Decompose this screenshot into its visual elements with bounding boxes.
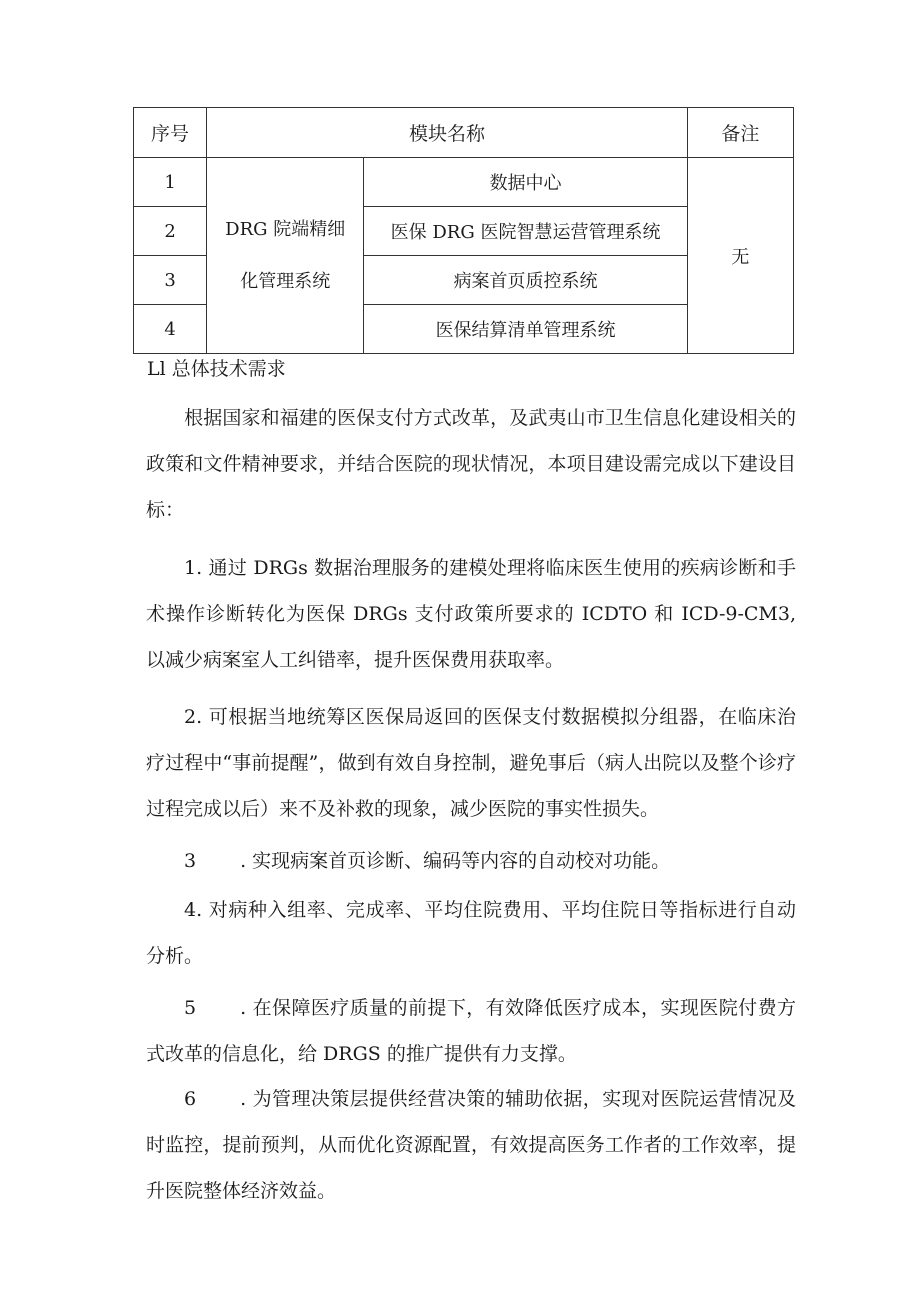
item-number: 6 [184, 1088, 197, 1110]
list-item [146, 1076, 796, 1214]
table-header-row [134, 108, 794, 158]
item-text: . 为管理决策层提供经营决策的辅助依据，实现对医院运营情况及时监控，提前预判，从而优化资源配置，有效提高医务工作者的工作效率，提升医院整体经济效益。 [146, 1088, 796, 1202]
section-title: Ll 总体技术需求 [147, 358, 286, 380]
category-line2: 化管理系统 [240, 270, 331, 292]
header-note: 备注 [687, 108, 793, 158]
row-module: 医保结算清单管理系统 [364, 305, 687, 354]
item-number: 5 [184, 997, 197, 1019]
module-table [133, 107, 794, 354]
row-module: 数据中心 [364, 158, 687, 207]
list-item [146, 985, 796, 1077]
intro-paragraph [146, 395, 796, 533]
note-cell: 无 [687, 158, 793, 354]
list-item [146, 545, 796, 683]
row-module: 病案首页质控系统 [364, 256, 687, 305]
item-number: 1 [184, 557, 197, 579]
row-seq: 2 [134, 207, 207, 256]
header-module: 模块名称 [207, 108, 688, 158]
list-item [146, 887, 796, 979]
category-line1: DRG 院端精细 [225, 218, 346, 240]
row-seq: 4 [134, 305, 207, 354]
item-text: . 通过 DRGs 数据治理服务的建模处理将临床医生使用的疾病诊断和手术操作诊断转化为医保 DRGs 支付政策所要求的 ICDTO 和 ICD-9-CM3, 以减少病案室人工纠错率，提升医保费用获取率。 [146, 557, 796, 671]
table-row [134, 158, 794, 207]
item-text: . 对病种入组率、完成率、平均住院费用、平均住院日等指标进行自动分析。 [146, 899, 796, 967]
row-seq: 3 [134, 256, 207, 305]
row-seq: 1 [134, 158, 207, 207]
header-seq: 序号 [134, 108, 207, 158]
category-cell [207, 158, 364, 354]
item-number: 4 [184, 899, 197, 921]
list-item [146, 838, 796, 884]
item-text: . 在保障医疗质量的前提下，有效降低医疗成本，实现医院付费方式改革的信息化，给 DRGS 的推广提供有力支撑。 [146, 997, 796, 1065]
list-item [146, 694, 796, 832]
row-module: 医保 DRG 医院智慧运营管理系统 [364, 207, 687, 256]
item-text: . 可根据当地统筹区医保局返回的医保支付数据模拟分组器，在临床治疗过程中“事前提醒”，做到有效自身控制，避免事后（病人出院以及整个诊疗过程完成以后）来不及补救的现象，减少医院的事实性损失。 [146, 706, 796, 820]
item-number: 3 [184, 850, 197, 872]
item-text: . 实现病案首页诊断、编码等内容的自动校对功能。 [240, 850, 671, 872]
item-number: 2 [184, 706, 197, 728]
intro-text: 根据国家和福建的医保支付方式改革，及武夷山市卫生信息化建设相关的政策和文件精神要求，并结合医院的现状情况，本项目建设需完成以下建设目标： [146, 407, 796, 521]
